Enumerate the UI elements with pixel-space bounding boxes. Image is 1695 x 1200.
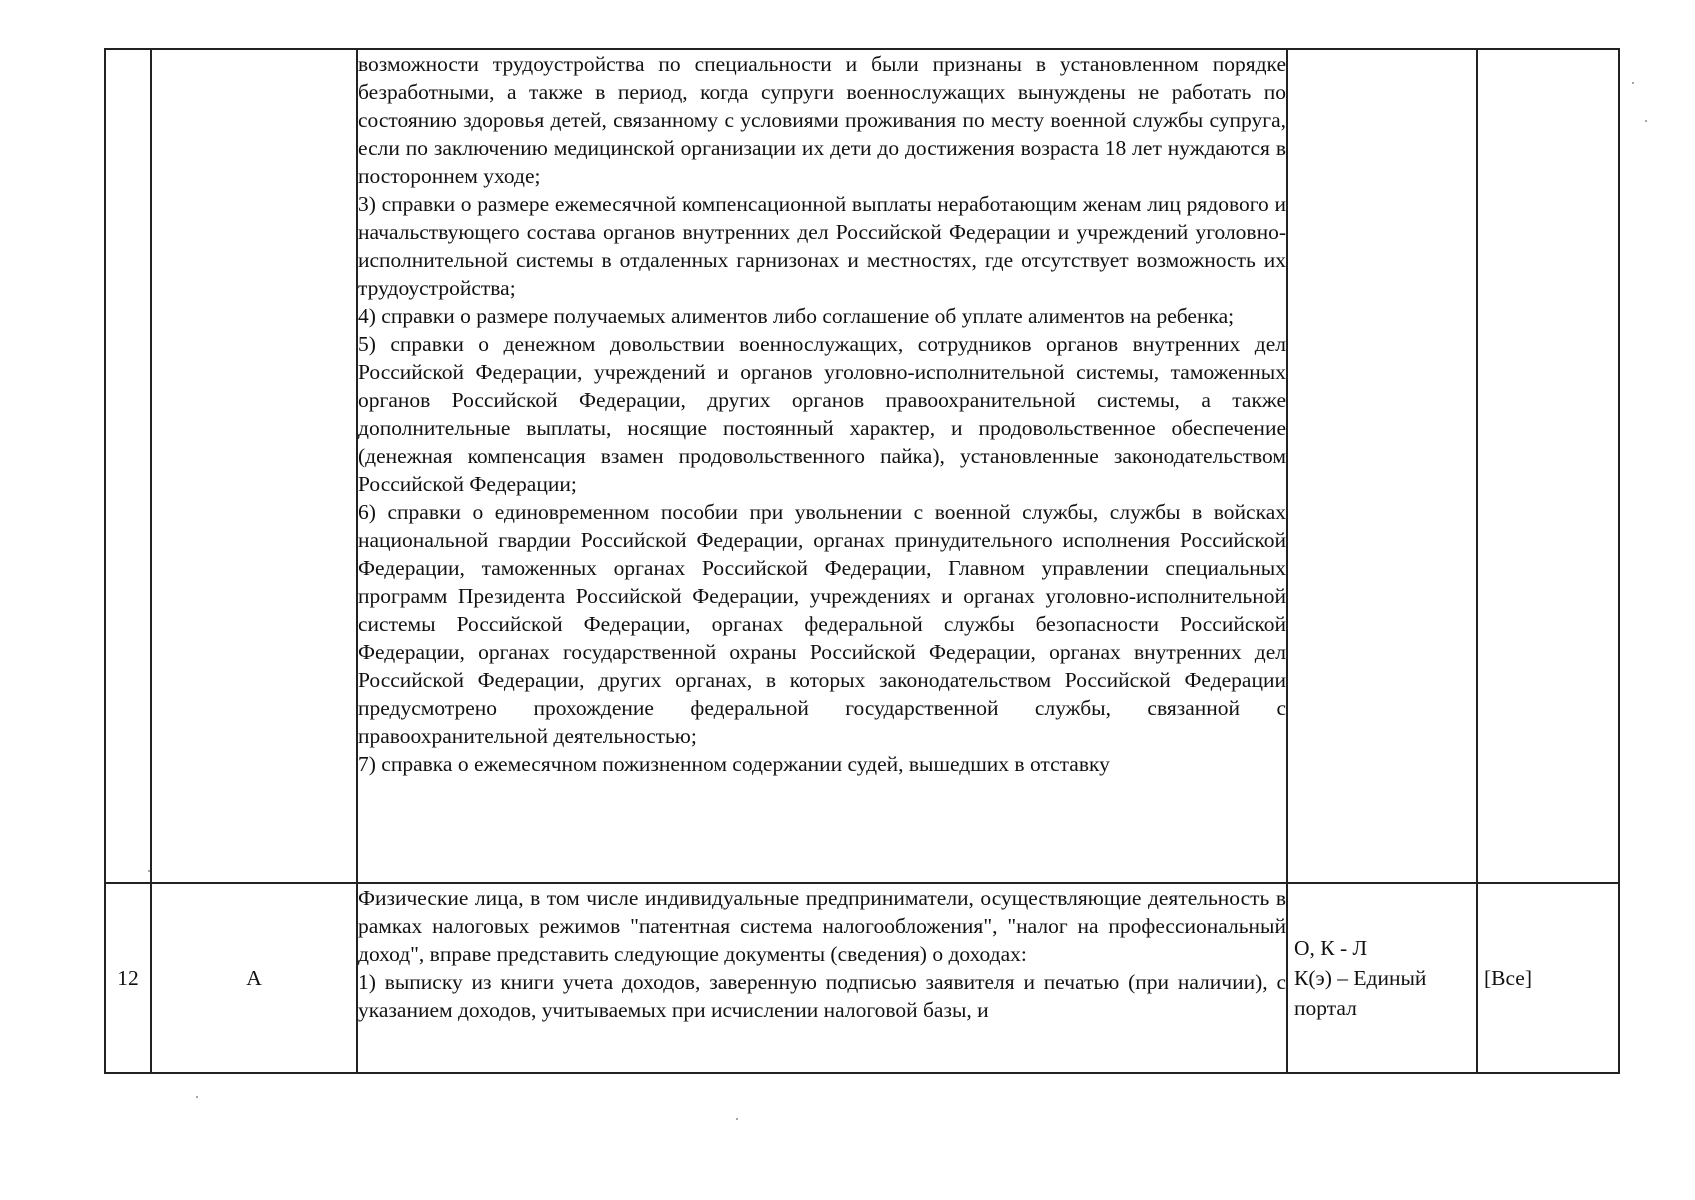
table-row-12 — [105, 883, 1619, 1073]
row-number-cell — [105, 49, 151, 883]
paragraph: 7) справка о ежемесячном пожизненном содержании судей, вышедших в отставку — [358, 752, 1110, 776]
row-text-cell — [357, 883, 1287, 1073]
scan-speck — [196, 1096, 198, 1098]
row-code-cell: А — [151, 883, 357, 1073]
scan-speck — [148, 870, 150, 872]
paragraph: 4) справки о размере получаемых алиментов либо соглашение об уплате алиментов на ребенка; — [358, 304, 1235, 328]
table-row-continued — [105, 49, 1619, 883]
row-text-cell — [357, 49, 1287, 883]
row-form-cell — [1287, 49, 1477, 883]
row-number-cell: 12 — [105, 883, 151, 1073]
document-table — [104, 48, 1620, 1074]
paragraph: Физические лица, в том числе индивидуальные предприниматели, осуществляющие деятельность в рамках налоговых режимов "патентная система налогообложения", "налог на профессиональный доход", вправе представить следующие документы (сведения) о доходах: — [358, 886, 1286, 966]
scan-speck — [736, 1118, 738, 1120]
row-form-cell — [1287, 883, 1477, 1073]
paragraph: возможности трудоустройства по специальности и были признаны в установленном порядке безработными, а также в период, когда супруги военнослужащих вынуждены не работать по состоянию здоровья детей, связанному с условиями проживания по месту военной службы супруга, если по заключению медицинской организации их дети до достижения возраста 18 лет нуждаются в постороннем уходе; — [358, 52, 1286, 188]
paragraph: 6) справки о единовременном пособии при увольнении с военной службы, службы в войсках национальной гвардии Российской Федерации, органах принудительного исполнения Российской Федерации, таможенных органах Российской Федерации, Главном управлении специальных программ Президента Российской Федерации, учреждениях и органах уголовно-исполнительной системы Российской Федерации, органах федеральной службы безопасности Российской Федерации, органах государственной охраны Российской Федерации, органах внутренних дел Российской Федерации, других органах, в которых законодательством Российской Федерации предусмотрено прохождение федеральной государственной службы, связанной с правоохранительной деятельностью; — [358, 500, 1286, 748]
paragraph: 1) выписку из книги учета доходов, заверенную подписью заявителя и печатью (при наличии), с указанием доходов, учитываемых при исчислении налоговой базы, и — [358, 970, 1286, 1022]
form-line-1: О, К - Л — [1294, 936, 1368, 960]
paragraph: 5) справки о денежном довольствии военнослужащих, сотрудников органов внутренних дел Российской Федерации, учреждений и органов уголовно-исполнительной системы, таможенных органов Российской Федерации, других органов правоохранительной системы, а также дополнительные выплаты, носящие постоянный характер, и продовольственное обеспечение (денежная компенсация взамен продовольственного пайка), установленные законодательством Российской Федерации; — [358, 332, 1286, 496]
row-code-cell — [151, 49, 357, 883]
row-scope-cell — [1477, 49, 1619, 883]
paragraph: 3) справки о размере ежемесячной компенсационной выплаты неработающим женам лиц рядового и начальствующего состава органов внутренних дел Российской Федерации и учреждений уголовно-исполнительной системы в отдаленных гарнизонах и местностях, где отсутствует возможность их трудоустройства; — [358, 192, 1286, 300]
form-line-2: К(э) – Единый портал — [1294, 966, 1427, 1020]
scan-speck — [1645, 120, 1647, 122]
scan-speck — [1632, 82, 1634, 84]
row-scope-cell: [Все] — [1477, 883, 1619, 1073]
